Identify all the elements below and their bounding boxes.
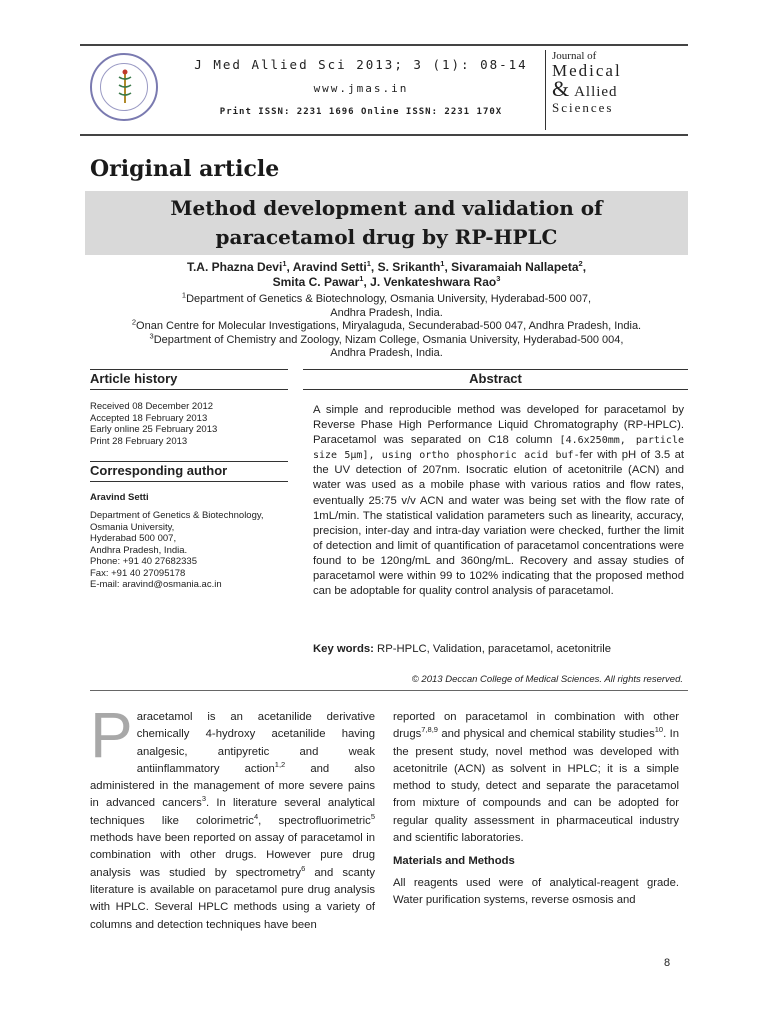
abstract-text: A simple and reproducible method was developed for paracetamol by Reverse Phase High Performance Liquid Chromatography (RP-HPLC). Paracetamol was separated on C18 column [4.6x250mm, particle size 5μm], using ortho phosphoric acid buf-fer with pH of 3.5 at the UV detection of 207nm. Isocratic elution of acetonitrile (ACN) and water was used as a mobile phase with various ratios and flow rates, eventually 25:75 v/v ACN and water was being set with the flow rate of 1mL/min. The statistical validation parameters such as linearity, accuracy, precision, inter-day and intra-day variation were checked, further the limit of detection and limit of quantification of paracetamol concentrations were found to be 120ng/mL and 360ng/mL. Recovery and assay studies of paracetamol were within 99 to 102% indicating that the proposed method can be adoptable for quality control analysis of paracetamol. [313, 404, 684, 598]
affiliations: $^1$Department of Genetics & Biotechnology, Osmania University, Hyderabad-500 007, Andhra Pradesh, India. $^2$Onan Centre for Molecular Investigations, Miryalaguda, Secunderabad-500 047, Andhra Pradesh, India. $^3$Department of Chemistry and Zoology, Nizam College, Osmania University, Hyderabad-500 004, Andhra Pradesh, India. [131, 290, 642, 360]
corresponding-author-heading: Corresponding author [90, 461, 288, 482]
corresponding-author-name: Aravind Setti [90, 492, 149, 503]
author: S. Srikanth [377, 260, 441, 274]
journal-wordmark: Journal of Medical & Allied Sciences [545, 50, 685, 130]
article-title: Method development and validation of paracetamol drug by RP-HPLC [170, 196, 603, 249]
issn: Print ISSN: 2231 1696 Online ISSN: 2231 170X [219, 107, 503, 117]
author: Sivaramaiah Nallapeta [451, 260, 579, 274]
author-list: T.A. Phazna Devi$^1$, Aravind Setti$^1$, S. Srikanth$^1$, Sivaramaiah Nallapeta$^2$, Smita C. Pawar$^1$, J. Venkateshwara Rao$^3$ [186, 259, 587, 289]
copyright: © 2013 Deccan College of Medical Sciences. All rights reserved. [411, 674, 683, 685]
corresponding-author-contact: Department of Genetics & Biotechnology, Osmania University, Hyderabad 500 007, Andhra Pradesh, India. Phone: +91 40 27682335 Fax: +91 40 27095178 E-mail: aravind@osmania.ac.in [90, 510, 264, 590]
website-link[interactable]: www.jmas.in [313, 82, 409, 95]
page-number: 8 [664, 957, 671, 969]
body-column-left: Paracetamol is an acetanilide derivative chemically 4-hydroxy acetanilide having analgesic, antipyretic and weak antiinflammatory action$^{1,2}$ and also administered in the management of more severe pains in advanced cancers$^3$. In literature several analytical techniques like colorimetric$^4$, spectrofluorimetric$^5$ methods have been reported on assay of paracetamol in combination with other drugs. However pure drug analysis was studied by spectrometry$^6$ and scanty literature is available on paracetamol pure drug analysis with HPLC. Several HPLC methods using a variety of columns and detection techniques have been [90, 699, 376, 931]
caduceus-icon [114, 69, 136, 105]
author: Smita C. Pawar [272, 275, 360, 289]
author: J. Venkateshwara Rao [370, 275, 497, 289]
article-history: Received 08 December 2012 Accepted 18 February 2013 Early online 25 February 2013 Print 28 February 2013 [90, 401, 218, 447]
journal-seal-logo [90, 53, 158, 121]
article-history-heading: Article history [90, 369, 288, 390]
divider [90, 690, 688, 691]
email-link[interactable]: E-mail: aravind@osmania.ac.in [90, 579, 222, 590]
header-citation-block [180, 52, 542, 117]
abstract-heading: Abstract [303, 369, 688, 390]
body-column-right: reported on paracetamol in combination with other drugs$^{7,8,9}$ and physical and chemical stability studies$^{10}$. In the present study, novel method was developed with acetonitrile (ACN) as solvent in HPLC; it is a simple method to study, detect and separate the paracetamol from mixture of compounds and can be adopted for regular quality assessment in pharmaceutical industry and scientific laboratories. Materials and Methods All reagents used were of analytical-reagent grade. Water purification systems, reverse osmosis and [393, 709, 679, 909]
section-type: Original article [90, 156, 280, 182]
materials-methods-text: All reagents used were of analytical-reagent grade. Water purification systems, reverse osmosis and [393, 876, 679, 906]
author: T.A. Phazna Devi [186, 260, 283, 274]
keywords: Key words: RP-HPLC, Validation, paracetamol, acetonitrile [313, 643, 612, 655]
author: Aravind Setti [292, 260, 367, 274]
drop-cap: P [90, 699, 133, 771]
materials-methods-heading: Materials and Methods [393, 855, 515, 868]
citation: J Med Allied Sci 2013; 3 (1): 08-14 [194, 57, 528, 72]
